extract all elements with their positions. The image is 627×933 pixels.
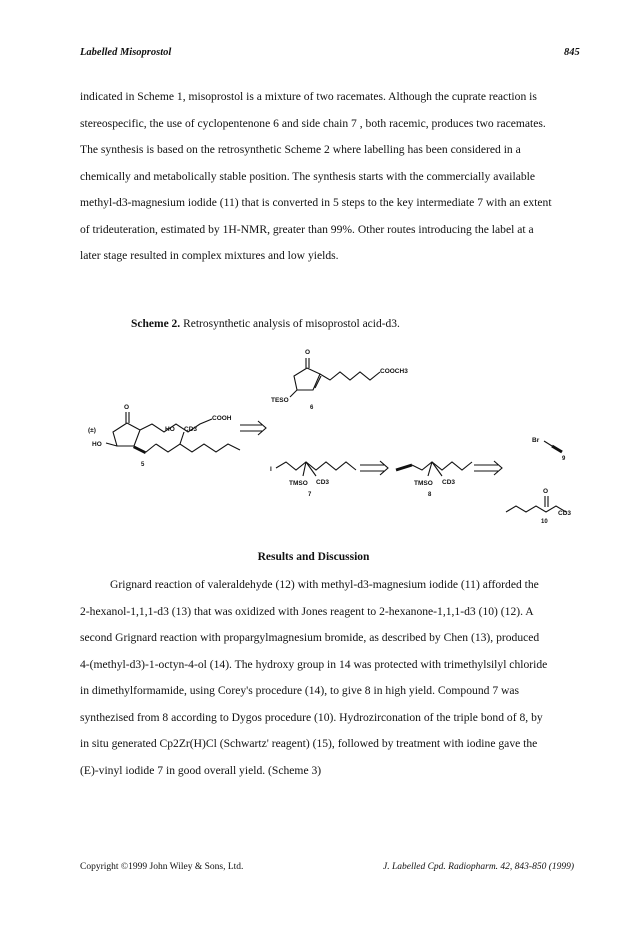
compound-10-structure <box>506 496 566 512</box>
compound-number-5: 5 <box>141 462 145 468</box>
compound-number-10: 10 <box>541 519 548 525</box>
retro-arrow-1 <box>240 421 266 435</box>
intro-line: later stage resulted in complex mixtures and low yields. <box>80 249 339 262</box>
label-ho-chain: HO <box>165 426 175 433</box>
label-cd3-8: CD3 <box>442 479 456 486</box>
label-racemic: (±) <box>88 427 96 434</box>
compound-9-structure <box>544 441 562 452</box>
label-i-7: I <box>270 466 272 473</box>
label-cooh: COOH <box>212 415 232 422</box>
footer-copyright: Copyright ©1999 John Wiley & Sons, Ltd. <box>80 862 244 872</box>
label-cd3-7: CD3 <box>316 479 330 486</box>
compound-number-9: 9 <box>562 456 566 462</box>
compound-6-structure <box>290 358 380 397</box>
results-line: Grignard reaction of valeraldehyde (12) with methyl-d3-magnesium iodide (11) afforded the <box>110 578 539 591</box>
retro-arrow-3 <box>474 461 502 475</box>
label-o-10: O <box>543 488 549 495</box>
label-tmso-8: TMSO <box>414 480 433 487</box>
label-o-5: O <box>124 404 130 411</box>
results-paragraph <box>80 572 580 784</box>
intro-line: The synthesis is based on the retrosynthetic Scheme 2 where labelling has been considered in a <box>80 143 521 156</box>
label-ho-ring: HO <box>92 441 102 448</box>
label-br-9: Br <box>532 437 540 444</box>
label-cd3-5: CD3 <box>184 426 198 433</box>
intro-line: stereospecific, the use of cyclopentenone 6 and side chain 7 , both racemic, produces two racemates. <box>80 116 546 130</box>
intro-line: chemically and metabolically stable position. The synthesis starts with the commercially available <box>80 169 536 183</box>
label-o-6: O <box>305 349 311 356</box>
running-title: Labelled Misoprostol <box>80 47 172 58</box>
results-line: synthezised from 8 according to Dygos procedure (10). Hydrozirconation of the triple bond of 8, by <box>80 710 543 724</box>
compound-number-8: 8 <box>428 492 432 498</box>
page-number: 845 <box>564 47 580 58</box>
label-teso: TESO <box>271 397 289 404</box>
compound-number-6: 6 <box>310 405 314 411</box>
compound-number-7: 7 <box>308 492 312 498</box>
intro-line: indicated in Scheme 1, misoprostol is a mixture of two racemates. Although the cuprate reaction is <box>80 90 537 103</box>
label-cooch3: COOCH3 <box>380 368 408 375</box>
section-heading: Results and Discussion <box>257 551 370 563</box>
footer-citation: J. Labelled Cpd. Radiopharm. 42, 843-850 (1999) <box>383 862 575 872</box>
results-line: in situ generated Cp2Zr(H)Cl (Schwartz' reagent) (15), followed by treatment with iodine gave the <box>80 737 538 750</box>
scheme-caption-text: Retrosynthetic analysis of misoprostol acid-d3. <box>180 318 400 330</box>
results-line: in dimethylformamide, using Corey's procedure (14), to give 8 in high yield. Compound 7 was <box>80 684 520 697</box>
compound-7-structure <box>276 462 356 476</box>
results-line: 4-(methyl-d3)-1-octyn-4-ol (14). The hydroxy group in 14 was protected with trimethylsilyl chloride <box>80 657 548 671</box>
label-tmso-7: TMSO <box>289 480 308 487</box>
intro-line: of trideuteration, estimated by 1H-NMR, greater than 99%. Other routes introducing the label at a <box>80 222 534 236</box>
retro-arrow-2 <box>360 461 388 475</box>
results-line: (E)-vinyl iodide 7 in good overall yield. (Scheme 3) <box>80 763 322 777</box>
scheme-caption-label: Scheme 2. <box>131 318 181 330</box>
results-line: 2-hexanol-1,1,1-d3 (13) that was oxidized with Jones reagent to 2-hexanone-1,1,1-d3 (10) (12). A <box>80 604 534 618</box>
label-cd3-10: CD3 <box>558 510 572 517</box>
results-line: second Grignard reaction with propargylmagnesium bromide, as described by Chen (13), produced <box>80 631 540 644</box>
compound-8-structure <box>396 462 472 476</box>
intro-line: methyl-d3-magnesium iodide (11) that is converted in 5 steps to the key intermediate 7 with an extent <box>80 196 552 209</box>
